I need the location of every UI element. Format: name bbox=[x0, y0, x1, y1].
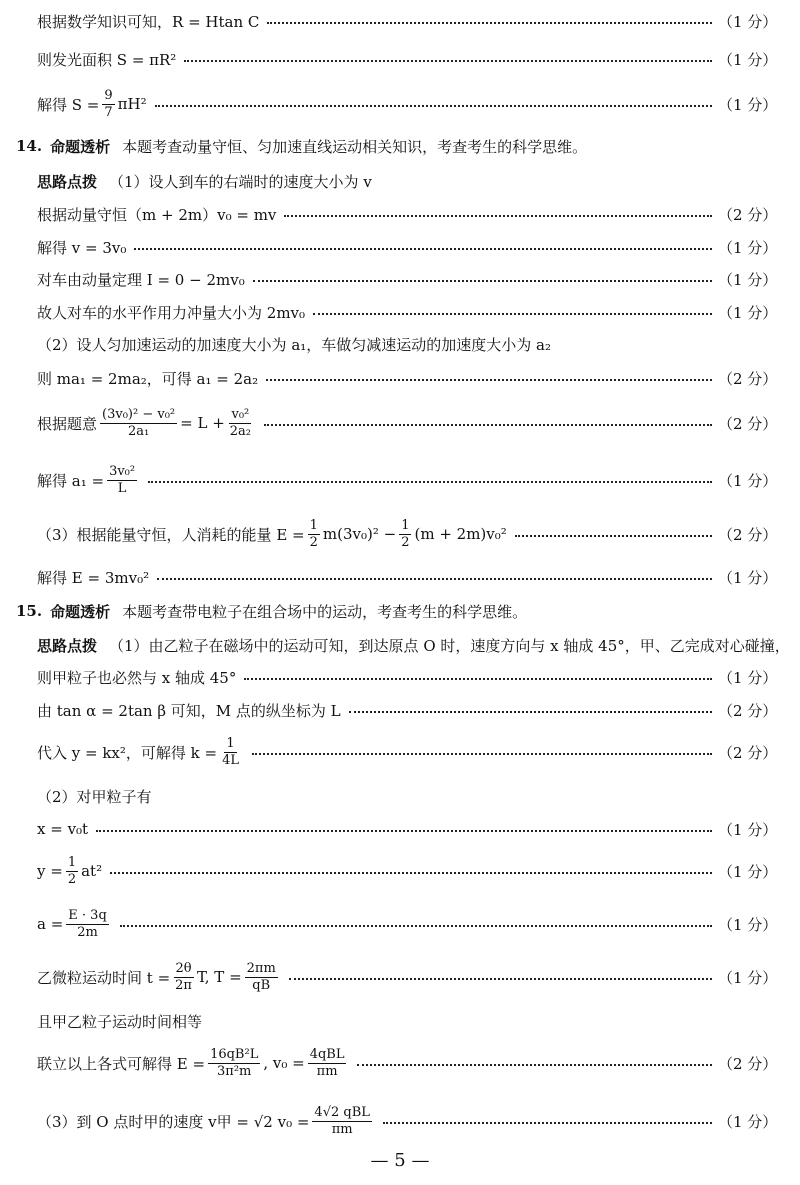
line-content bbox=[37, 88, 147, 121]
q14-line-4 bbox=[0, 297, 800, 327]
line-content bbox=[37, 1047, 349, 1080]
fraction bbox=[208, 1047, 260, 1080]
text: 根据题意 bbox=[37, 414, 98, 433]
numerator: E · 3q bbox=[68, 907, 107, 923]
line-text: 根据数学知识可知，R = Htan C bbox=[37, 12, 260, 31]
leader-dots bbox=[252, 753, 712, 755]
leader-dots bbox=[157, 578, 712, 580]
text: at² bbox=[81, 862, 103, 880]
denominator: 2 bbox=[309, 534, 318, 550]
question-number: 14. bbox=[16, 137, 43, 155]
text: πH² bbox=[117, 95, 147, 113]
q14-subheading bbox=[0, 166, 800, 196]
numerator: 3v₀² bbox=[109, 463, 136, 479]
score: （1 分） bbox=[718, 862, 778, 881]
score: （2 分） bbox=[718, 369, 778, 388]
leader-dots bbox=[148, 481, 712, 483]
score: （1 分） bbox=[718, 50, 778, 69]
line-content bbox=[37, 171, 372, 192]
leader-dots bbox=[96, 830, 712, 832]
text: （3）根据能量守恒，人消耗的能量 E = bbox=[37, 525, 305, 544]
score: （2 分） bbox=[718, 414, 778, 433]
line-text: 解得 E = 3mv₀² bbox=[37, 568, 150, 587]
text: y = bbox=[37, 862, 63, 880]
q15-line-6 bbox=[0, 852, 800, 890]
denominator: 3π²m bbox=[217, 1063, 252, 1079]
score: （1 分） bbox=[718, 238, 778, 257]
line-text: 本题考查带电粒子在组合场中的运动，考查考生的科学思维。 bbox=[122, 602, 528, 621]
denominator: 2a₁ bbox=[127, 423, 150, 439]
fraction bbox=[66, 855, 78, 888]
q14-heading bbox=[0, 131, 800, 161]
fraction bbox=[308, 518, 320, 551]
line-content bbox=[37, 635, 790, 656]
leader-dots bbox=[357, 1064, 712, 1066]
denominator: L bbox=[117, 480, 127, 496]
text: 解得 a₁ = bbox=[37, 471, 105, 490]
denominator: 2π bbox=[175, 977, 192, 993]
score: （1 分） bbox=[718, 820, 778, 839]
q15-line-9 bbox=[0, 1006, 800, 1036]
line-area bbox=[0, 44, 800, 74]
score: （2 分） bbox=[718, 1054, 778, 1073]
fraction bbox=[100, 407, 177, 440]
q14-line-3 bbox=[0, 264, 800, 294]
leader-dots bbox=[155, 105, 712, 107]
fraction bbox=[173, 961, 194, 994]
score: （2 分） bbox=[718, 743, 778, 762]
text: 乙微粒运动时间 t = bbox=[37, 968, 171, 987]
q15-subheading bbox=[0, 630, 800, 660]
numerator: 2πm bbox=[246, 960, 276, 976]
score: （2 分） bbox=[718, 525, 778, 544]
denominator: 2 bbox=[67, 871, 77, 887]
line-content bbox=[37, 736, 244, 769]
line-content bbox=[16, 136, 587, 157]
line-text: 解得 v = 3v₀ bbox=[37, 238, 127, 257]
leader-dots bbox=[266, 379, 712, 381]
text: T, T = bbox=[196, 968, 242, 986]
leader-dots bbox=[110, 872, 712, 874]
q14-line-6 bbox=[0, 363, 800, 393]
line-text: （2）设人匀加速运动的加速度大小为 a₁，车做匀减速运动的加速度大小为 a₂ bbox=[37, 335, 551, 354]
numerator: 1 bbox=[226, 735, 235, 751]
line-content bbox=[37, 464, 140, 497]
q14-line-5 bbox=[0, 329, 800, 359]
line-text: 则发光面积 S = πR² bbox=[37, 50, 177, 69]
text: (m + 2m)v₀² bbox=[414, 525, 507, 543]
fraction bbox=[312, 1105, 371, 1138]
line-text: 且甲乙粒子运动时间相等 bbox=[37, 1012, 203, 1031]
denominator: πm bbox=[331, 1121, 353, 1137]
q15-line-1 bbox=[0, 662, 800, 692]
text: , v₀ = bbox=[263, 1054, 305, 1072]
leader-dots bbox=[244, 678, 712, 680]
text: = L + bbox=[180, 414, 225, 432]
denominator: 2a₂ bbox=[229, 423, 251, 439]
section-label: 思路点拨 bbox=[37, 636, 98, 655]
fraction bbox=[66, 908, 108, 941]
line-content bbox=[37, 961, 281, 994]
line-content bbox=[37, 407, 256, 440]
line-text: （1）由乙粒子在磁场中的运动可知，到达原点 O 时，速度方向与 x 轴成 45°，甲、乙完成对心碰撞， bbox=[109, 636, 790, 655]
q15-line-5 bbox=[0, 814, 800, 844]
fraction bbox=[102, 88, 114, 121]
q15-line-3 bbox=[0, 733, 800, 771]
fraction bbox=[107, 464, 137, 497]
page-number: — 5 — bbox=[370, 1150, 430, 1171]
leader-dots bbox=[284, 215, 712, 217]
denominator: 7 bbox=[104, 104, 113, 120]
line-content bbox=[37, 855, 102, 888]
line-text: 故人对车的水平作用力冲量大小为 2mv₀ bbox=[37, 303, 306, 322]
section-label: 命题透析 bbox=[50, 602, 111, 621]
q14-line-10 bbox=[0, 562, 800, 592]
leader-dots bbox=[120, 925, 712, 927]
text: 代入 y = kx²，可解得 k = bbox=[37, 743, 218, 762]
denominator: qB bbox=[252, 977, 271, 993]
score: （1 分） bbox=[718, 303, 778, 322]
line-text: 对车由动量定理 I = 0 − 2mv₀ bbox=[37, 270, 245, 289]
numerator: 9 bbox=[104, 87, 113, 103]
score: （1 分） bbox=[718, 471, 778, 490]
fraction bbox=[308, 1047, 347, 1080]
q15-line-7 bbox=[0, 905, 800, 943]
q15-line-10 bbox=[0, 1043, 800, 1083]
section-label: 命题透析 bbox=[50, 137, 111, 156]
score: （1 分） bbox=[718, 915, 778, 934]
line-text: 根据动量守恒（m + 2m）v₀ = mv bbox=[37, 205, 277, 224]
q15-heading bbox=[0, 596, 800, 626]
q15-line-4 bbox=[0, 781, 800, 811]
numerator: 1 bbox=[309, 517, 318, 533]
question-number: 15. bbox=[16, 602, 43, 620]
score: （1 分） bbox=[718, 95, 778, 114]
line-content bbox=[16, 601, 527, 622]
leader-dots bbox=[134, 248, 712, 250]
denominator: πm bbox=[316, 1063, 338, 1079]
leader-dots bbox=[515, 535, 712, 537]
numerator: 16qB²L bbox=[210, 1046, 259, 1062]
q15-line-8 bbox=[0, 957, 800, 997]
line-r bbox=[0, 6, 800, 36]
line-text: x = v₀t bbox=[37, 820, 89, 838]
score: （1 分） bbox=[718, 568, 778, 587]
score: （1 分） bbox=[718, 12, 778, 31]
denominator: 4L bbox=[222, 752, 240, 768]
line-area-result bbox=[0, 87, 800, 121]
denominator: 2m bbox=[77, 924, 98, 940]
q14-line-8 bbox=[0, 460, 800, 500]
q15-line-11 bbox=[0, 1101, 800, 1141]
line-content bbox=[37, 518, 507, 551]
numerator: (3v₀)² − v₀² bbox=[102, 406, 176, 422]
leader-dots bbox=[313, 313, 712, 315]
q14-line-2 bbox=[0, 232, 800, 262]
leader-dots bbox=[264, 424, 712, 426]
score: （1 分） bbox=[718, 270, 778, 289]
numerator: 4√2 qBL bbox=[314, 1104, 370, 1120]
line-text: 则 ma₁ = 2ma₂，可得 a₁ = 2a₂ bbox=[37, 369, 259, 388]
q15-line-2 bbox=[0, 695, 800, 725]
text: 解得 S = bbox=[37, 95, 100, 114]
numerator: 4qBL bbox=[309, 1046, 345, 1062]
line-content bbox=[37, 908, 112, 941]
fraction bbox=[220, 736, 241, 769]
line-content bbox=[37, 1105, 375, 1138]
q14-line-7 bbox=[0, 403, 800, 443]
leader-dots bbox=[253, 280, 712, 282]
numerator: 1 bbox=[401, 517, 410, 533]
leader-dots bbox=[289, 978, 712, 980]
score: （1 分） bbox=[718, 968, 778, 987]
numerator: 2θ bbox=[175, 960, 192, 976]
fraction bbox=[228, 407, 253, 440]
score: （1 分） bbox=[718, 1112, 778, 1131]
numerator: 1 bbox=[67, 854, 77, 870]
line-text: 本题考查动量守恒、匀加速直线运动相关知识，考查考生的科学思维。 bbox=[122, 137, 588, 156]
fraction bbox=[399, 518, 411, 551]
text: （3）到 O 点时甲的速度 v甲 = √2 v₀ = bbox=[37, 1112, 310, 1131]
score: （1 分） bbox=[718, 668, 778, 687]
numerator: v₀² bbox=[231, 406, 250, 422]
text: a = bbox=[37, 915, 64, 933]
line-text: （2）对甲粒子有 bbox=[37, 787, 152, 806]
leader-dots bbox=[267, 22, 712, 24]
leader-dots bbox=[184, 60, 712, 62]
leader-dots bbox=[349, 711, 712, 713]
denominator: 2 bbox=[401, 534, 410, 550]
leader-dots bbox=[383, 1122, 712, 1124]
section-label: 思路点拨 bbox=[37, 172, 98, 191]
score: （2 分） bbox=[718, 205, 778, 224]
fraction bbox=[245, 961, 278, 994]
text: 联立以上各式可解得 E = bbox=[37, 1054, 206, 1073]
line-text: （1）设人到车的右端时的速度大小为 v bbox=[109, 172, 372, 191]
q14-line-1 bbox=[0, 199, 800, 229]
score: （2 分） bbox=[718, 701, 778, 720]
q14-line-9 bbox=[0, 514, 800, 554]
line-text: 由 tan α = 2tan β 可知，M 点的纵坐标为 L bbox=[37, 701, 341, 720]
line-text: 则甲粒子也必然与 x 轴成 45° bbox=[37, 668, 237, 687]
text: m(3v₀)² − bbox=[322, 525, 397, 543]
